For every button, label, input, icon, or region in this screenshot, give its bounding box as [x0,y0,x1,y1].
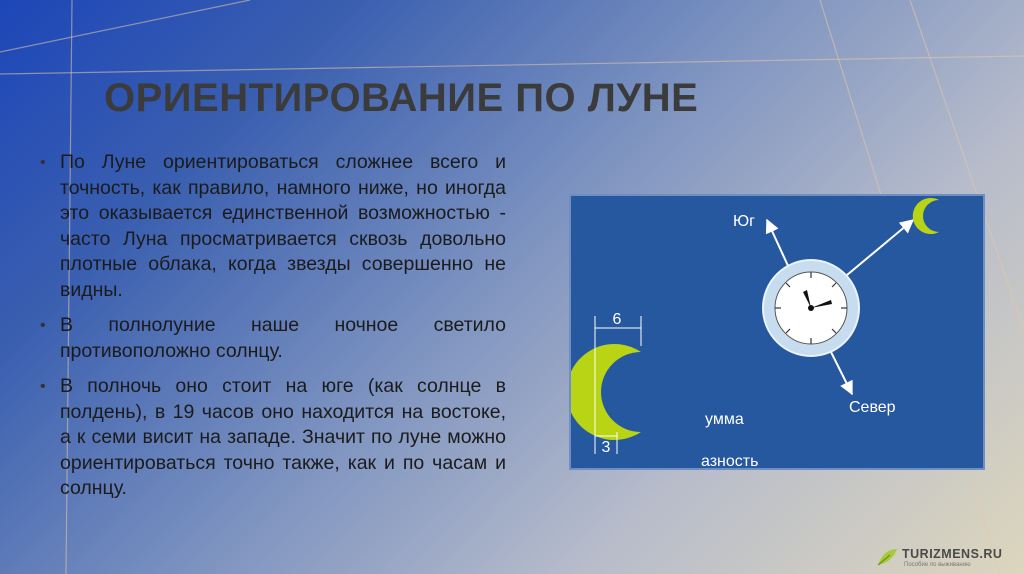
bullet-dot: • [40,317,46,334]
label-sum: умма [705,411,744,428]
bullet-dot: • [40,154,46,171]
bullet-dot: • [40,378,46,395]
dimension-label-top: 6 [612,311,622,328]
dimension-label-bottom: 3 [601,439,611,456]
leaf-logo-icon [876,547,898,567]
watermark-tagline: Пособие по выживанию [904,562,971,568]
bullet-item [40,313,506,364]
crescent-diff-icon [687,430,701,458]
label-south: Юг [733,213,755,230]
crescent-moon-large [571,344,641,440]
watermark-logo [876,545,1022,571]
slide-content [40,150,506,512]
arrow-moon [841,220,913,280]
crescent-moon-small [913,198,939,234]
label-north: Север [849,399,896,416]
watermark-brand: TURIZMENS.RU [902,547,1003,561]
watch-icon [763,260,859,356]
bullet-text: По Луне ориентироваться сложнее всего и точность, как правило, намного ниже, но иногда это оказывается единственной возможностью - часто Луна просматривается сквозь довольно плотные облака, когда звезды совершенно не видны. [60,151,506,301]
crescent-sum-icon [681,390,695,418]
label-difference: азность [701,453,759,468]
slide-title: ОРИЕНТИРОВАНИЕ ПО ЛУНЕ [104,76,699,120]
bullet-text: В полночь оно стоит на юге (как солнце в полдень), в 19 часов оно находится на востоке, а к семи висит на западе. Значит по луне можно ориентироваться точно также, как и по часам и солнцу. [60,375,506,499]
moon-orientation-diagram [569,194,985,470]
bullet-item [40,374,506,502]
bullet-item [40,150,506,303]
arrow-south [767,220,789,268]
bullet-text: В полнолуние наше ночное светило противоположно солнцу. [60,314,506,362]
